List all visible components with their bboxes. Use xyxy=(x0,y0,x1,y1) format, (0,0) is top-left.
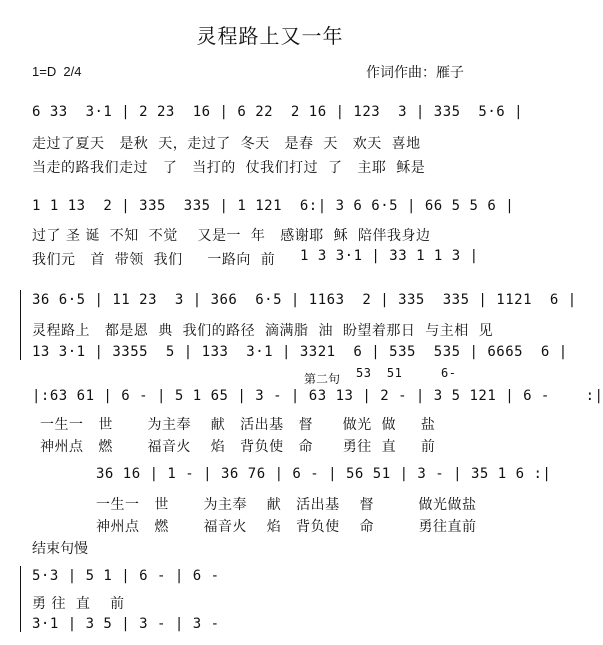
notes-line: 1 1 13 2 | 335 335 | 1 121 6:| 3 6 6·5 | 66 5 5 6 | xyxy=(32,198,515,214)
ending-bracket xyxy=(20,566,21,632)
second-part-notes: 53 51 6- xyxy=(356,366,457,380)
notes-line: 36 6·5 | 11 23 3 | 366 6·5 | 1163 2 | 335 335 | 1121 6 | xyxy=(32,292,577,308)
notes-line: 36 16 | 1 - | 36 76 | 6 - | 56 51 | 3 - | 35 1 6 :| xyxy=(96,466,552,482)
lyrics-verse-1: 灵程路上 都是恩 典 我们的路径 滴满脂 油 盼望着那日 与主相 见 xyxy=(32,323,494,339)
notes-line: 6 33 3·1 | 2 23 16 | 6 22 2 16 | 123 3 | 335 5·6 | xyxy=(32,104,524,120)
lyrics-verse-1: 走过了夏天 是秋 天，走过了 冬天 是春 天 欢天 喜地 xyxy=(32,136,421,152)
system-bracket xyxy=(20,290,21,360)
lyrics-verse-2: 神州点 燃 福音火 焰 背负使 命 勇往 直 前 xyxy=(40,439,436,455)
lyrics-verse-2: 我们元 首 带领 我们 一路向 前 xyxy=(32,252,276,268)
lyrics-verse-2: 当走的路我们走过 了 当打的 仗我们打过 了 主耶 稣是 xyxy=(32,160,426,176)
ending-notes: 5·3 | 5 1 | 6 - | 6 - xyxy=(32,568,220,584)
second-part-label: 第二句 xyxy=(304,372,341,386)
ending-lower-notes: 3·1 | 3 5 | 3 - | 3 - xyxy=(32,616,220,632)
ending-lyrics: 勇 往 直 前 xyxy=(32,596,125,612)
lyrics-verse-1: 过了 圣 诞 不知 不觉 又是一 年 感谢耶 稣 陪伴我身边 xyxy=(32,228,431,244)
lyrics-verse-1: 一生一 世 为主奉 献 活出基 督 做光做盐 xyxy=(96,497,477,513)
notes-line-lower: 13 3·1 | 3355 5 | 133 3·1 | 3321 6 | 535 535 | 6665 6 | xyxy=(32,344,568,360)
ending-label: 结束句慢 xyxy=(32,541,88,557)
lyrics-verse-2: 神州点 燃 福音火 焰 背负使 命 勇往直前 xyxy=(96,519,477,535)
credits: 作词作曲：雁子 xyxy=(366,65,464,81)
notes-line: |:63 61 | 6 - | 5 1 65 | 3 - | 63 13 | 2 - | 3 5 121 | 6 - :| xyxy=(32,388,603,404)
song-title: 灵程路上又一年 xyxy=(196,24,344,48)
key-signature: 1=D 2/4 xyxy=(32,64,82,79)
lyrics-verse-1: 一生一 世 为主奉 献 活出基 督 做光 做 盐 xyxy=(40,417,436,433)
notes-line-lower: 1 3 3·1 | 33 1 1 3 | xyxy=(300,248,479,264)
